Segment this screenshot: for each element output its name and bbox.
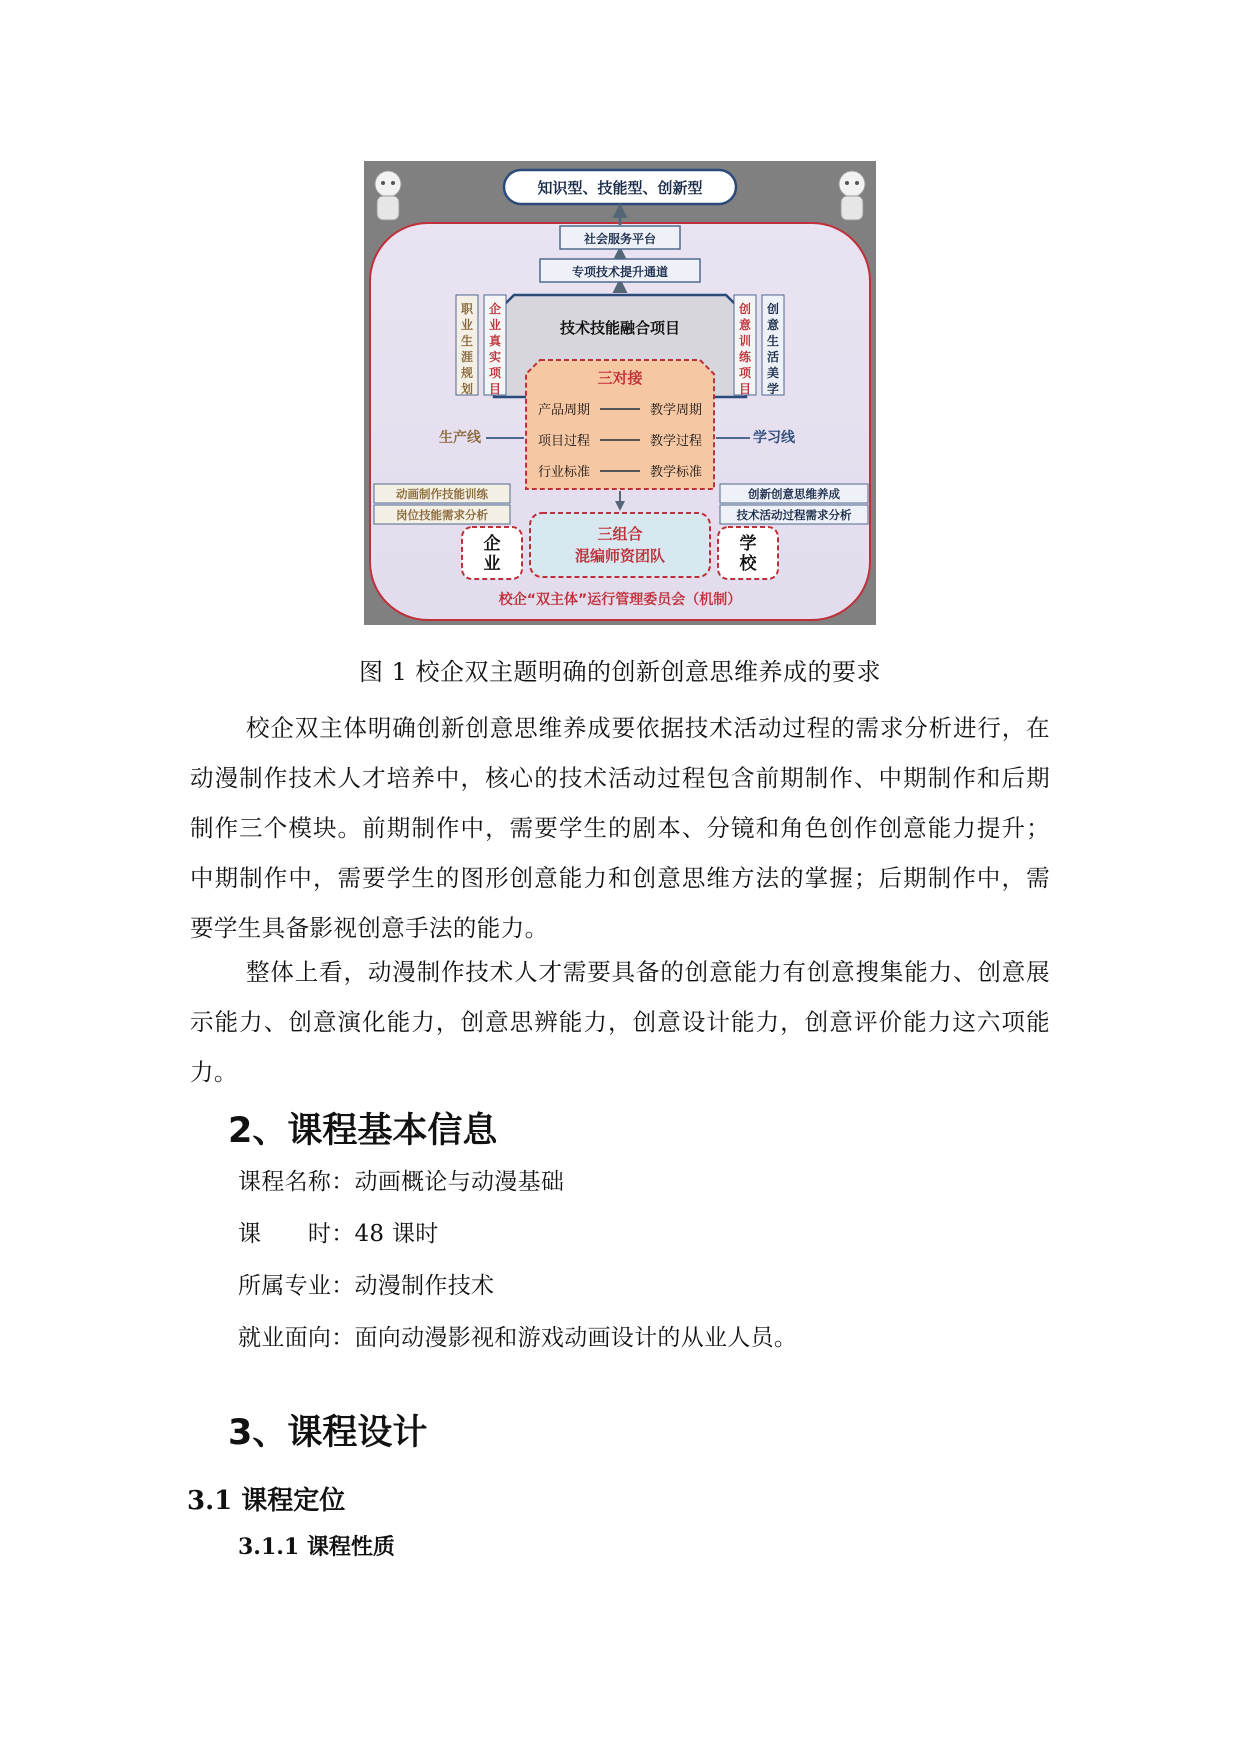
job-analysis-text: 岗位技能需求分析 (396, 508, 488, 522)
channel-text: 专项技术提升通道 (571, 265, 669, 279)
section-2-heading: 2、课程基本信息 (228, 1111, 498, 1151)
dock-right-1: 教学周期 (649, 403, 703, 418)
platform-text: 社会服务平台 (583, 232, 657, 246)
team-box (530, 513, 710, 577)
learning-line-label: 学习线 (753, 430, 795, 446)
course-hours: 课 时：48 课时 (238, 1221, 439, 1247)
production-line-label: 生产线 (439, 430, 481, 446)
dock-left-1: 产品周期 (537, 403, 591, 418)
creative-thinking-text: 创新创意思维养成 (748, 487, 840, 501)
section-3-1-heading: 3.1 课程定位 (187, 1486, 346, 1516)
figure-caption: 图 1 校企双主题明确的创新创意思维养成的要求 (358, 658, 882, 686)
creative-life-text: 创意生活美学 (766, 302, 780, 396)
enterprise-text: 企业 (483, 534, 501, 574)
body-paragraph-1: 校企双主体明确创新创意思维养成要依据技术活动过程的需求分析进行，在动漫制作技术人才培养中，核心的技术活动过程包含前期制作、中期制作和后期制作三个模块。前期制作中，需要学生的剧本、分镜和角色创作创意能力提升；中期制作中，需要学生的图形创意能力和创意思维方法的掌握；后期制作中，需要学生具备影视创意手法的能力。 (190, 714, 1050, 942)
robot-left-icon (375, 171, 401, 220)
course-name: 课程名称：动画概论与动漫基础 (238, 1169, 565, 1195)
school-text: 学校 (739, 534, 757, 574)
team-line1: 三组合 (597, 525, 643, 543)
creative-training-text: 创意训练项目 (738, 302, 752, 396)
section-3-heading: 3、课程设计 (228, 1413, 428, 1453)
body-paragraph-2: 整体上看，动漫制作技术人才需要具备的创意能力有创意搜集能力、创意展示能力、创意演化能力，创意思辨能力，创意设计能力，创意评价能力这六项能力。 (190, 958, 1050, 1086)
skill-training-text: 动画制作技能训练 (396, 487, 488, 501)
three-dock-title: 三对接 (597, 369, 643, 387)
dock-right-2: 教学过程 (649, 434, 703, 449)
career-plan-text: 职业生涯规划 (460, 302, 474, 396)
course-major: 所属专业：动漫制作技术 (238, 1273, 495, 1299)
committee-text: 校企“双主体”运行管理委员会（机制） (498, 592, 742, 608)
enterprise-project-text: 企业真实项目 (488, 302, 502, 396)
fusion-project-text: 技术技能融合项目 (559, 319, 681, 337)
dock-right-3: 教学标准 (649, 465, 703, 480)
course-employment: 就业面向：面向动漫影视和游戏动画设计的从业人员。 (238, 1325, 798, 1351)
figure-diagram (364, 161, 876, 625)
dock-left-2: 项目过程 (537, 434, 591, 449)
goal-text: 知识型、技能型、创新型 (537, 179, 703, 197)
section-3-1-1-heading: 3.1.1 课程性质 (238, 1534, 395, 1560)
dock-left-3: 行业标准 (537, 465, 591, 480)
robot-right-icon (839, 171, 865, 220)
team-line2: 混编师资团队 (574, 547, 666, 565)
activity-analysis-text: 技术活动过程需求分析 (736, 508, 852, 522)
